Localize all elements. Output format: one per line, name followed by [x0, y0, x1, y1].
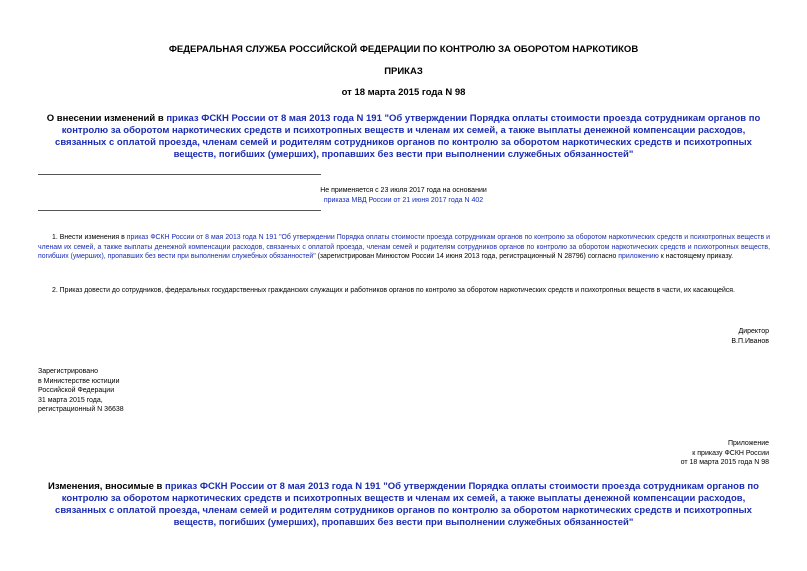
appendix-line-2: к приказу ФСКН России	[692, 449, 769, 457]
signature-position: Директор	[738, 328, 769, 335]
registration-line-5: регистрационный N 36638	[38, 406, 124, 414]
appendix-line-3: от 18 марта 2015 года N 98	[680, 459, 769, 467]
status-note-text: Не применяется с 23 июля 2017 года на основании	[320, 187, 487, 194]
paragraph-1-start: 1. Внести изменения в	[52, 234, 127, 241]
paragraph-1-middle: (зарегистрирован Минюстом России 14 июня 2013 года, регистрационный N 28796) согласно	[315, 253, 619, 261]
paragraph-1	[38, 233, 770, 262]
document-title	[40, 113, 767, 161]
appendix-line-1: Приложение	[727, 440, 769, 447]
order-191-link[interactable]: приказ ФСКН России от 8 мая 2013 года N 191 "Об утверждении Порядка оплаты стоимости проезда сотрудникам органов по контролю за оборотом наркотических средств и психотропных веществ и членам их семей, а также выплаты денежной компенсации расходов, связанных с оплатой проезда, членам семей и родителям сотрудников органов по контролю за оборотом наркотических средств и психотропных веществ, погибших (умерших), пропавших без вести при выполнении служебных обязанностей"	[55, 113, 761, 160]
signature-name: В.П.Иванов	[731, 337, 769, 345]
registration-line-4: 31 марта 2015 года,	[38, 396, 103, 404]
document-type: ПРИКАЗ	[384, 66, 423, 77]
paragraph-1-order-link[interactable]: приказ ФСКН России от 8 мая 2013 года N 191 "Об утверждении Порядка оплаты стоимости проезда сотрудникам органов по контролю за оборотом наркотических средств и психотропных веществ и членам их семей, а также выплаты денежной компенсации расходов, связанных с оплатой проезда, членам семей и родителям сотрудников органов по контролю за оборотом наркотических средств и психотропных веществ, погибших (умерших), пропавших без вести при выполнении служебных обязанностей"	[38, 234, 770, 261]
registration-block	[38, 367, 238, 415]
appendix-order-191-link[interactable]: приказ ФСКН России от 8 мая 2013 года N 191 "Об утверждении Порядка оплаты стоимости проезда сотрудникам органов по контролю за оборотом наркотических средств и психотропных веществ и членам их семей, а также выплаты денежной компенсации расходов, связанных с оплатой проезда, членам семей и родителям сотрудников органов по контролю за оборотом наркотических средств и психотропных веществ, погибших (умерших), пропавших без вести при выполнении служебных обязанностей"	[55, 481, 759, 528]
document-title-prefix: О внесении изменений в	[46, 113, 167, 124]
document-date-number: от 18 марта 2015 года N 98	[341, 87, 466, 98]
agency-heading: ФЕДЕРАЛЬНАЯ СЛУЖБА РОССИЙСКОЙ ФЕДЕРАЦИИ ПО КОНТРОЛЮ ЗА ОБОРОТОМ НАРКОТИКОВ	[168, 44, 639, 55]
divider-top	[38, 174, 321, 175]
paragraph-1-end: к настоящему приказу.	[658, 253, 734, 261]
registration-line-3: Российской Федерации	[38, 387, 115, 395]
appendix-link[interactable]: приложению	[618, 253, 659, 261]
divider-bottom	[38, 210, 321, 211]
appendix-header	[569, 439, 769, 468]
registration-line-2: в Министерстве юстиции	[38, 377, 120, 385]
paragraph-2: 2. Приказ довести до сотрудников, федеральных государственных гражданских служащих и работников органов по контролю за оборотом наркотических средств и психотропных веществ в части, их касающейся.	[52, 287, 735, 294]
status-note	[0, 186, 807, 205]
registration-line-1: Зарегистрировано	[38, 368, 98, 375]
appendix-title	[40, 481, 767, 529]
signature-block	[569, 327, 769, 346]
mvd-order-402-link[interactable]: приказа МВД России от 21 июня 2017 года N 402	[323, 196, 484, 204]
appendix-title-prefix: Изменения, вносимые в	[48, 481, 165, 492]
